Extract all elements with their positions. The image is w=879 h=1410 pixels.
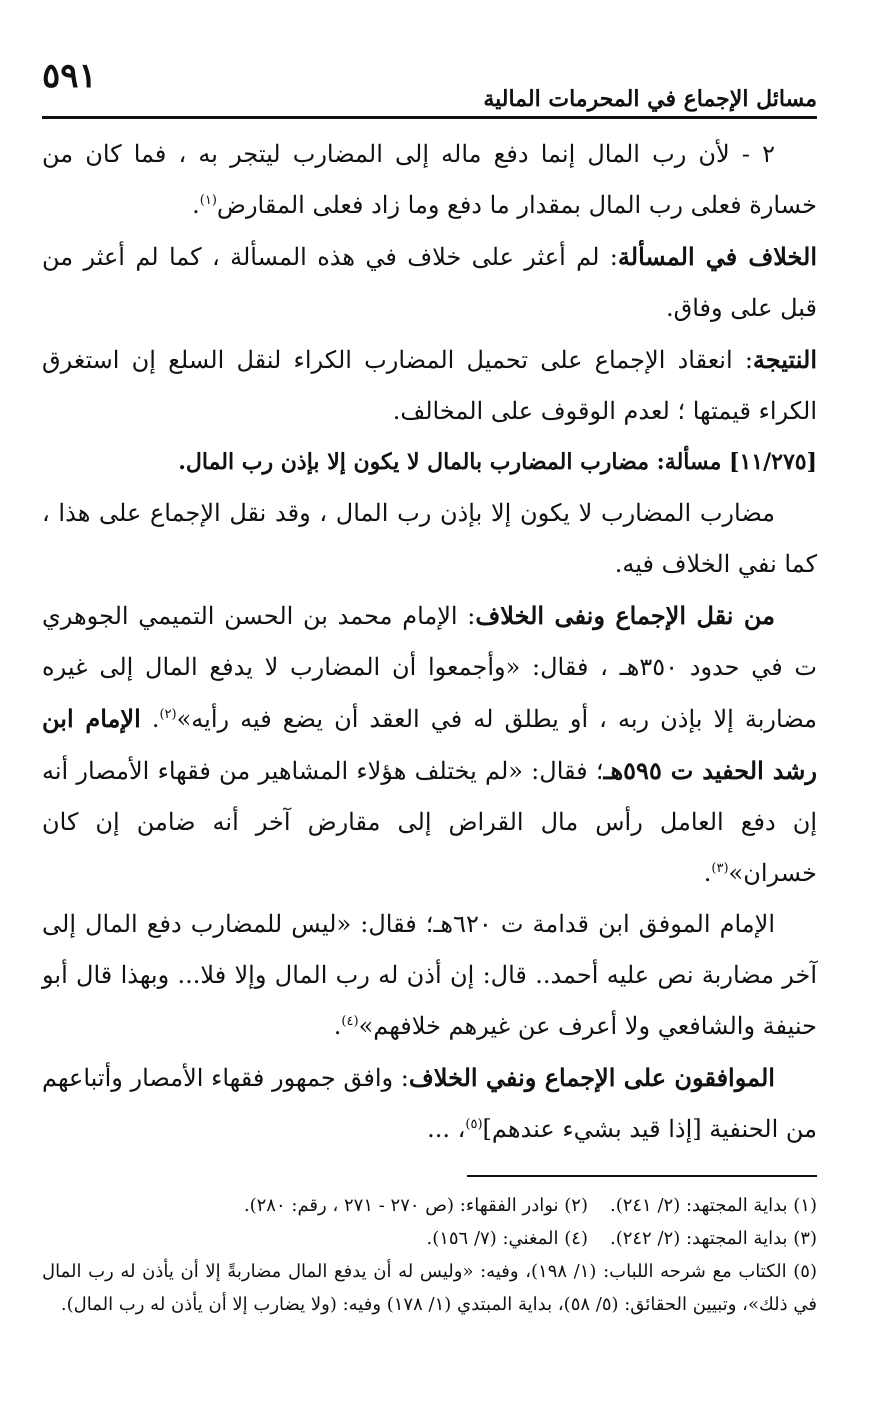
footnote-ref-1[interactable]: (١) <box>199 193 217 208</box>
paragraph-consensus-transmitters: من نقل الإجماع ونفى الخلاف: الإمام محمد بن الحسن التميمي الجوهري ت في حدود ٣٥٠هـ ، فقال: «وأجمعوا أن المضارب لا يدفع المال إلى غيره مضاربة إلا بإذن ربه ، أو يطلق له في العقد أن يضع فيه رأيه»$^{(٢)}$. الإمام ابن رشد الحفيد ت ٥٩٥هـ؛ فقال: «لم يختلف هؤلاء المشاهير من فقهاء الأمصار أنه إن دفع العامل رأس مال القراض إلى مقارض آخر أنه ضامن إن كان خسران»$^{(٣)}$. <box>42 601 818 887</box>
paragraph-issue-statement: مضارب المضارب لا يكون إلا بإذن رب المال ، وقد نقل الإجماع على هذا ، كما نفي الخلاف فيه. <box>42 499 817 578</box>
footnote-3: (٣) بداية المجتهد: (٢/ ٢٤٢). <box>609 1228 817 1249</box>
dispute-label: الخلاف في المسألة <box>617 242 818 271</box>
footnote-2: (٢) نوادر الفقهاء: (ص ٢٧٠ - ٢٧١ ، رقم: ٢٨٠). <box>243 1195 588 1216</box>
footnote-ref-5[interactable]: (٥) <box>465 1117 483 1132</box>
footnote-ref-3[interactable]: (٣) <box>711 861 729 876</box>
paragraph-agreeing: الموافقون على الإجماع ونفي الخلاف: وافق جمهور فقهاء الأمصار وأتباعهم من الحنفية [إذا قيد بشيء عندهم]$^{(٥)}$، ... <box>42 1063 817 1143</box>
footnote-separator <box>467 1175 817 1177</box>
paragraph-result: النتيجة: انعقاد الإجماع على تحميل المضارب الكراء لنقل السلع إن استغرق الكراء قيمتها ؛ لعدم الوقوف على المخالف. <box>42 345 817 425</box>
paragraph-ibn-qudama: الإمام الموفق ابن قدامة ت ٦٢٠هـ؛ فقال: «ليس للمضارب دفع المال إلى آخر مضاربة نص عليه أحمد.. قال: إن أذن له رب المال وإلا فلا... وبهذا قال أبو حنيفة والشافعي ولا أعرف عن غيرهم خلافهم»$^{(٤)}$. <box>42 910 817 1040</box>
result-label: النتيجة <box>752 345 817 374</box>
book-page <box>42 56 818 1410</box>
footnote-5: (٥) الكتاب مع شرحه اللباب: (١/ ١٩٨)، وفيه: «وليس له أن يدفع المال مضاربةً إلا أن يأذن له رب المال في ذلك»، وتبيين الحقائق: (٥/ ٥٨)، بداية المبتدي (١/ ١٧٨) وفيه: (ولا يضارب إلا أن يأذن له رب المال). <box>42 1261 817 1315</box>
paragraph-dispute: الخلاف في المسألة: لم أعثر على خلاف في هذه المسألة ، كما لم أعثر من قبل على وفاق. <box>42 242 818 322</box>
footnote-row-2 <box>42 1222 817 1255</box>
main-text <box>42 129 817 1155</box>
agreeing-label: الموافقون على الإجماع ونفي الخلاف <box>408 1063 775 1092</box>
imam-ibn-rushd: الإمام ابن رشد الحفيد ت ٥٩٥هـ <box>42 704 817 785</box>
paragraph-reason-2: ٢ - لأن رب المال إنما دفع ماله إلى المضارب ليتجر به ، فما كان من خسارة فعلى رب المال بمقدار ما دفع وما زاد فعلى المقارض$^{(١)}$. <box>42 140 817 219</box>
footnote-4: (٤) المغني: (٧/ ١٥٦). <box>426 1228 588 1249</box>
footnote-1: (١) بداية المجتهد: (٢/ ٢٤١). <box>609 1195 817 1216</box>
footnote-ref-2[interactable]: (٢) <box>159 707 177 722</box>
issue-heading: [١١/٢٧٥] مسألة: مضارب المضارب بالمال لا يكون إلا بإذن رب المال. <box>178 449 817 475</box>
transmitters-label: من نقل الإجماع ونفى الخلاف <box>475 601 776 630</box>
running-header <box>42 56 817 119</box>
footnotes <box>42 1189 817 1321</box>
footnote-row-1 <box>42 1189 817 1222</box>
page-number: ٥٩١ <box>42 56 97 96</box>
running-title: مسائل الإجماع في المحرمات المالية <box>483 86 817 112</box>
footnote-ref-4[interactable]: (٤) <box>341 1014 359 1029</box>
